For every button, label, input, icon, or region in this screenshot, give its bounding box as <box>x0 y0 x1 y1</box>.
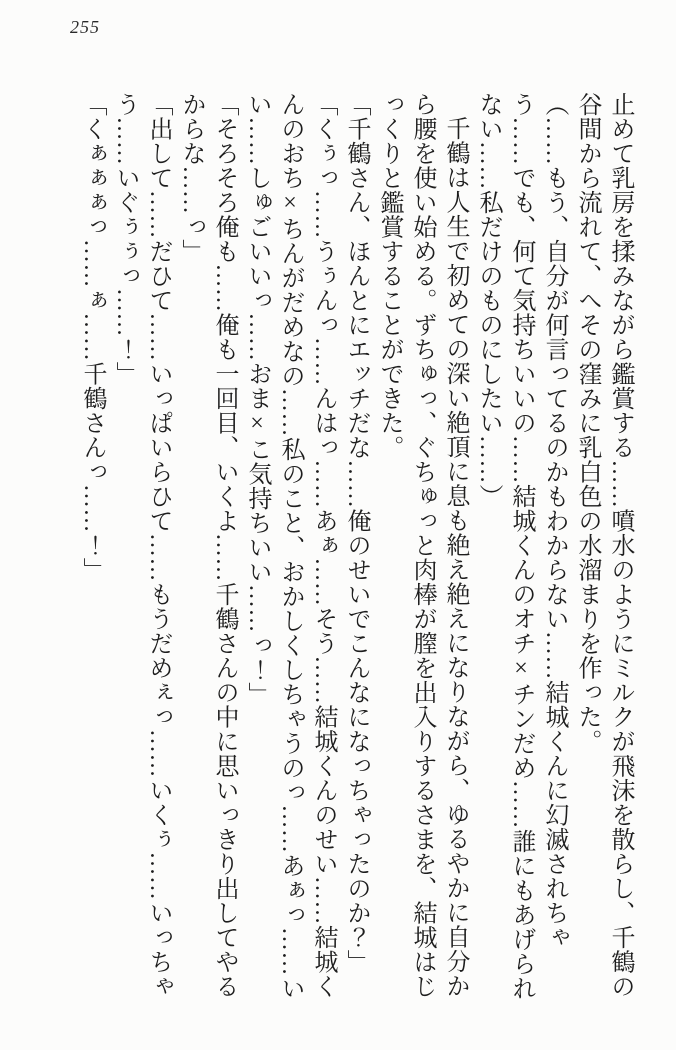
page-number: 255 <box>70 17 100 37</box>
paragraph-narration-continuation: 止めて乳房を揉みながら鑑賞する……噴水のようにミルクが飛沫を散らし、千鶴の谷間から流れて、へその窪みに乳白色の水溜まりを作った。 <box>574 92 633 999</box>
text-area <box>68 92 636 1018</box>
paragraph-dialogue-3: 「そろそろ俺も……俺も一回目、いくよ……千鶴さんの中に思いっきり出してやるからな……っ」 <box>178 92 237 999</box>
paragraph-dialogue-4: 「出して……だひて……いっぱいらひて……もうだめぇっ……いくぅ……いっちゃう……いぐぅぅっ……！」 <box>112 92 171 999</box>
paragraph-narration: 千鶴は人生で初めての深い絶頂に息も絶え絶えになりながら、ゆるやかに自分から腰を使い始める。ずちゅっ、ぐちゅっと肉棒が膣を出入りするさまを、結城はじっくりと鑑賞することができた。 <box>376 92 468 999</box>
paragraph-dialogue-2: 「くぅっ……うぅんっ……んはっ……あぁ……そう……結城くんのせい……結城くんのおち×ちんがだめなの……私のこと、おかしくしちゃうのっ……あぁっ……いい……しゅごいいっ……おま×こ気持ちいい……っ！」 <box>244 92 336 1001</box>
paragraph-inner-monologue: （……もう、自分が何言ってるのかもわからない……結城くんに幻滅されちゃう……でも、何て気持ちいいの……結城くんのオチ×チンだめ……誰にもあげられない……私だけのものにしたい……） <box>475 92 567 1001</box>
paragraph-dialogue-5: 「くぁぁぁっ……ぁ……千鶴さんっ……！」 <box>79 92 105 582</box>
paragraph-dialogue-1: 「千鶴さん、ほんとにエッチだな……俺のせいでこんなになっちゃったのか？」 <box>343 92 369 974</box>
